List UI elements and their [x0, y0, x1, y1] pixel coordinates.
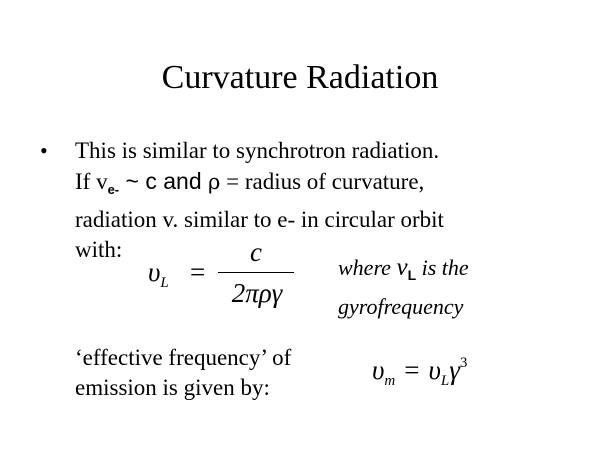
note-line-2: gyrofrequency [338, 294, 464, 319]
bullet-line-3: radiation v. similar to e- in circular orbit [75, 207, 444, 232]
bullet-marker: • [40, 138, 48, 163]
eff-gamma-symbol: γ [449, 355, 460, 385]
gyro-lhs [148, 257, 169, 298]
bullet-line-2-suffix: = radius of curvature, [220, 169, 425, 194]
effective-frequency-text [75, 343, 365, 403]
gyro-numerator: c [250, 237, 262, 267]
nu-subscript: L [407, 267, 417, 283]
bullet-line-4: with: [75, 237, 123, 262]
gyro-equals-sign: = [190, 257, 206, 287]
bullet-line-2 [75, 166, 575, 205]
eff-lhs-subscript: m [384, 373, 396, 389]
nu-symbol: ν [396, 254, 408, 281]
eff-rhs-subscript: L [440, 373, 450, 389]
gyro-denominator: 2πργ [231, 278, 283, 308]
effective-line-1: ‘effective frequency’ of [75, 345, 292, 370]
eff-power: 3 [459, 355, 468, 371]
note-prefix: where [338, 255, 397, 280]
fraction-bar [218, 272, 294, 273]
bullet-line-2-prefix: If v [75, 169, 108, 194]
note-suffix: is the [416, 255, 469, 280]
eff-rhs-symbol: υ [428, 355, 441, 385]
effective-frequency-equation [372, 348, 512, 388]
gyrofrequency-note [338, 252, 538, 322]
gyrofrequency-equation [148, 235, 308, 315]
electron-subscript: e- [107, 182, 120, 197]
slide-title: Curvature Radiation [161, 59, 439, 96]
eff-lhs-symbol: υ [372, 355, 385, 385]
gyro-lhs-symbol: υ [148, 257, 161, 287]
eff-equals-sign: = [404, 355, 420, 385]
bullet-line-1: This is similar to synchrotron radiation. [75, 138, 440, 163]
note-line-1 [338, 252, 538, 291]
bullet-line-2-tilde: ~ c and [119, 168, 209, 194]
rho-symbol: ρ [208, 170, 221, 194]
effective-line-2: emission is given by: [75, 375, 270, 400]
gyro-lhs-subscript: L [160, 275, 169, 291]
